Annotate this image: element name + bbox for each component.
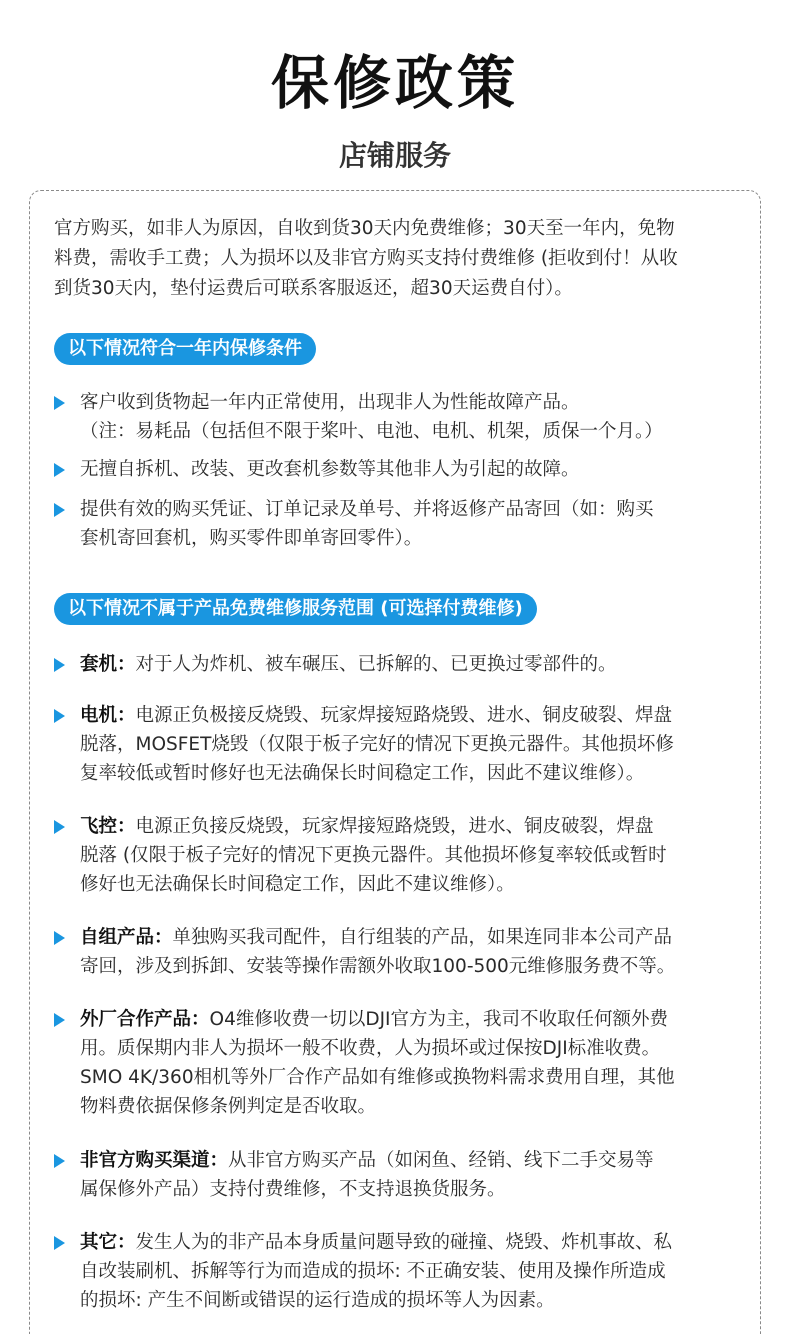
- intro-paragraph: [54, 214, 744, 304]
- triangle-right-icon: [54, 1154, 65, 1168]
- item-label: 飞控：: [80, 816, 136, 837]
- item-label: 外厂合作产品：: [80, 1009, 210, 1030]
- list-item-text: 客户收到货物起一年内正常使用，出现非人为性能故障产品。: [80, 392, 580, 413]
- list-item-text: 套机寄回套机，购买零件即单寄回零件）。: [80, 528, 423, 549]
- intro-line: 到货30天内，垫付运费后可联系客服返还，超30天运费自付）。: [54, 278, 573, 299]
- triangle-right-icon: [54, 820, 65, 834]
- list-item-text: 属保修外产品）支持付费维修，不支持退换货服务。: [80, 1179, 506, 1200]
- intro-line: 料费，需收手工费；人为损坏以及非官方购买支持付费维修 (拒收到付！从收: [54, 248, 678, 269]
- list-item: [54, 1005, 746, 1121]
- list-item-text: 对于人为炸机、被车碾压、已拆解的、已更换过零部件的。: [135, 654, 617, 675]
- triangle-right-icon: [54, 396, 65, 410]
- triangle-right-icon: [54, 503, 65, 517]
- triangle-right-icon: [54, 931, 65, 945]
- list-item: [54, 1228, 746, 1315]
- item-label: 其它：: [80, 1232, 136, 1253]
- triangle-right-icon: [54, 709, 65, 723]
- list-item-text: 复率较低或暂时修好也无法确保长时间稳定工作，因此不建议维修）。: [80, 763, 645, 784]
- triangle-right-icon: [54, 1013, 65, 1027]
- list-item-text: 修好也无法确保长时间稳定工作，因此不建议维修）。: [80, 874, 515, 895]
- list-item-text: O4维修收费一切以DJI官方为主，我司不收取任何额外费: [209, 1009, 669, 1030]
- item-label: 自组产品：: [80, 927, 173, 948]
- list-item-text: 物料费依据保修条例判定是否收取。: [80, 1096, 377, 1117]
- list-item: [54, 650, 746, 679]
- triangle-right-icon: [54, 463, 65, 477]
- page-subtitle: 店铺服务: [338, 139, 451, 172]
- list-item-text: 的损坏: 产生不间断或错误的运行造成的损坏等人为因素。: [80, 1290, 555, 1311]
- list-item: [54, 701, 746, 788]
- list-item: [54, 923, 746, 981]
- list-item-text: 发生人为的非产品本身质量问题导致的碰撞、烧毁、炸机事故、私: [135, 1232, 673, 1253]
- list-item-text: SMO 4K/360相机等外厂合作产品如有维修或换物料需求费用自理，其他: [80, 1067, 675, 1088]
- page-title: 保修政策: [270, 49, 519, 117]
- list-item-text: 从非官方购买产品（如闲鱼、经销、线下二手交易等: [228, 1150, 654, 1171]
- intro-line: 官方购买，如非人为原因，自收到货30天内免费维修；30天至一年内，免物: [54, 218, 675, 239]
- triangle-right-icon: [54, 1236, 65, 1250]
- list-item-text: 无擅自拆机、改装、更改套机参数等其他非人为引起的故障。: [80, 459, 580, 480]
- list-item-text: 电源正负极接反烧毁、玩家焊接短路烧毁、进水、铜皮破裂、焊盘: [135, 705, 673, 726]
- list-item: [54, 388, 746, 446]
- list-item-text: 提供有效的购买凭证、订单记录及单号、并将返修产品寄回（如：购买: [80, 499, 654, 520]
- triangle-right-icon: [54, 658, 65, 672]
- section-heading-excluded-cases: 以下情况不属于产品免费维修服务范围 (可选择付费维修): [54, 593, 537, 625]
- item-label: 电机：: [80, 705, 136, 726]
- list-item-text: 自改装刷机、拆解等行为而造成的损坏: 不正确安装、使用及操作所造成: [80, 1261, 666, 1282]
- list-item-text: 单独购买我司配件，自行组装的产品，如果连同非本公司产品: [172, 927, 673, 948]
- list-item-text: 用。质保期内非人为损坏一般不收费，人为损坏或过保按DJI标准收费。: [80, 1038, 661, 1059]
- list-item: [54, 495, 746, 553]
- item-label: 非官方购买渠道：: [80, 1150, 229, 1171]
- list-item-text: 脱落，MOSFET烧毁（仅限于板子完好的情况下更换元器件。其他损坏修: [80, 734, 674, 755]
- item-label: 套机：: [80, 654, 136, 675]
- list-item-text: （注：易耗品（包括但不限于桨叶、电池、电机、机架，质保一个月。）: [80, 421, 663, 442]
- list-item-text: 脱落 (仅限于板子完好的情况下更换元器件。其他损坏修复率较低或暂时: [80, 845, 667, 866]
- section-heading-warranty-conditions: 以下情况符合一年内保修条件: [54, 333, 316, 365]
- list-item: [54, 455, 746, 484]
- list-item: [54, 1146, 746, 1204]
- list-item-text: 寄回，涉及到拆卸、安装等操作需额外收取100-500元维修服务费不等。: [80, 956, 676, 977]
- list-item-text: 电源正负接反烧毁，玩家焊接短路烧毁，进水、铜皮破裂，焊盘: [135, 816, 654, 837]
- list-item: [54, 812, 746, 899]
